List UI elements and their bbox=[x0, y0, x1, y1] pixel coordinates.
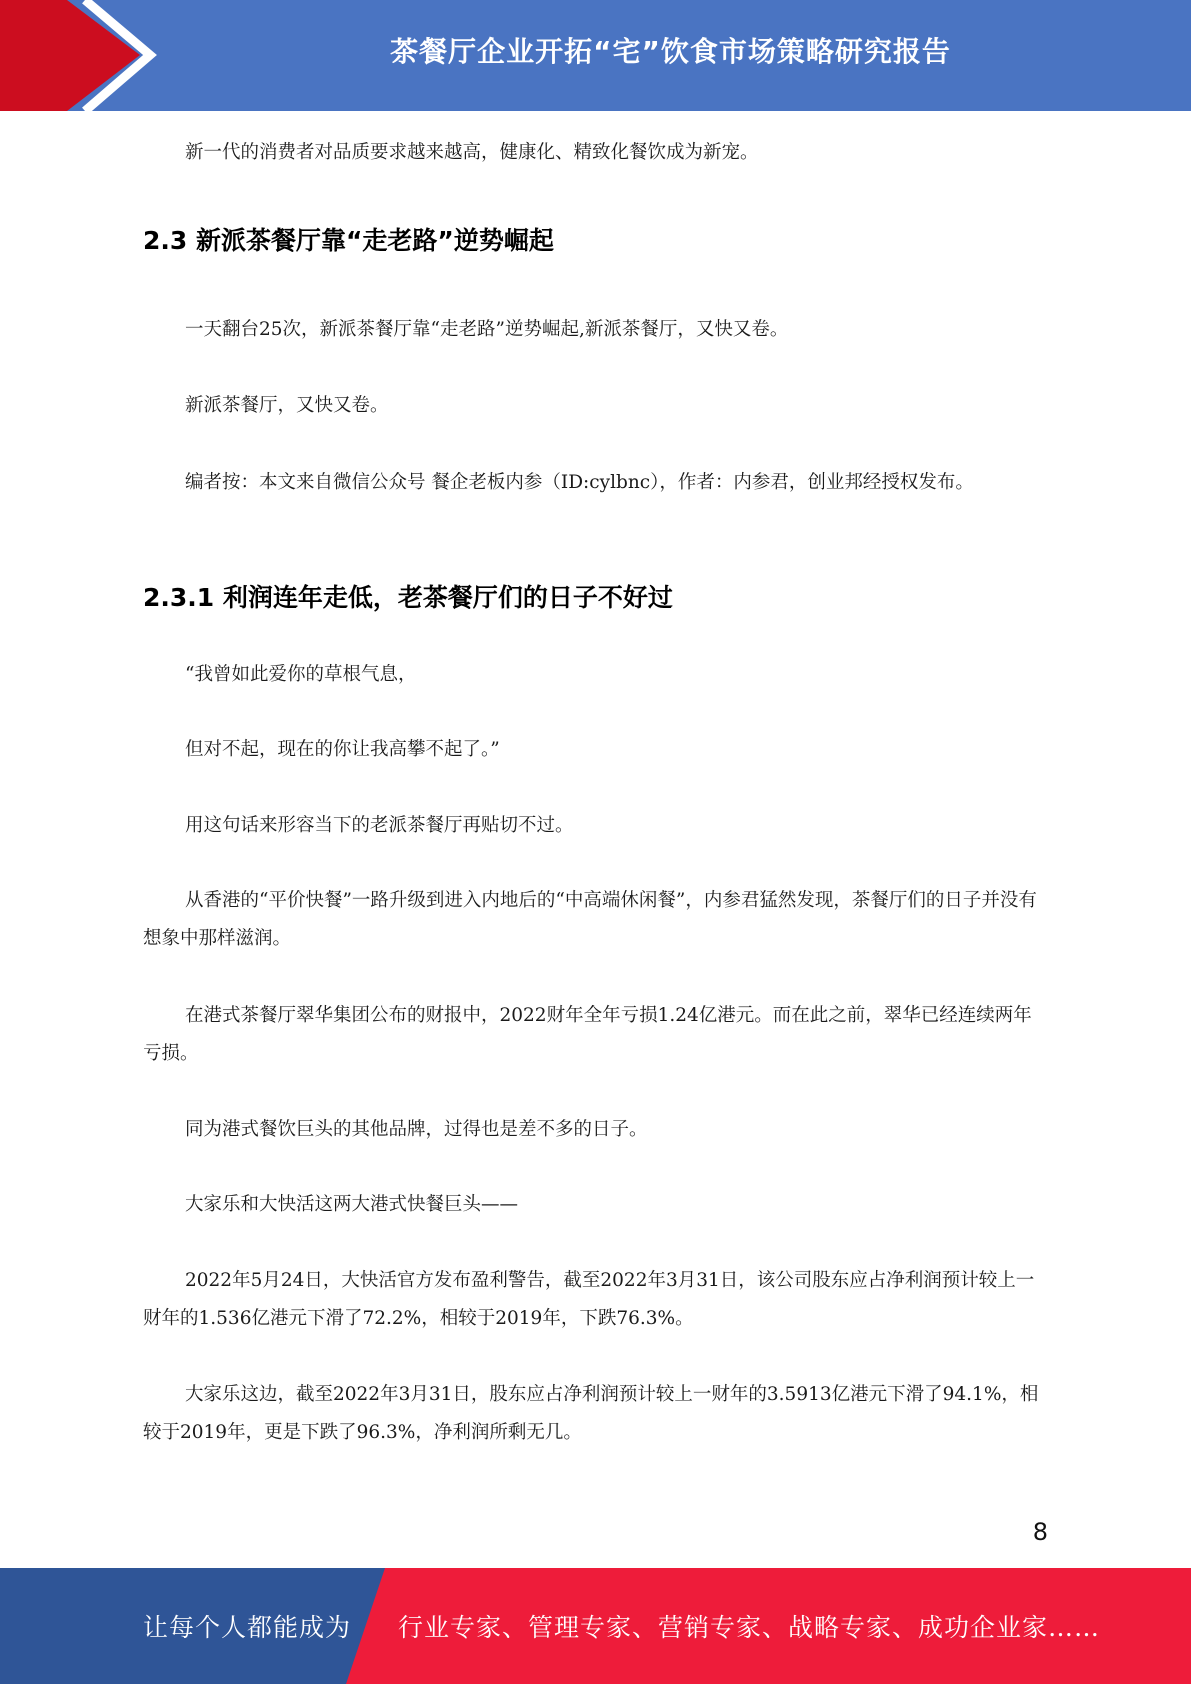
paragraph: 但对不起，现在的你让我高攀不起了。” bbox=[185, 739, 500, 760]
paragraph: 一天翻台25次，新派茶餐厅靠“走老路”逆势崛起,新派茶餐厅，又快又卷。 bbox=[185, 319, 789, 340]
section-heading-2-3: 2.3 新派茶餐厅靠“走老路”逆势崛起 bbox=[143, 226, 554, 255]
header-arrow-icon bbox=[0, 0, 160, 111]
header-title: 茶餐厅企业开拓“宅”饮食市场策略研究报告 bbox=[390, 35, 951, 68]
page-footer bbox=[0, 1568, 1191, 1684]
paragraph: 从香港的“平价快餐”一路升级到进入内地后的“中高端休闲餐”，内参君猛然发现，茶餐厅们的日子并没有想象中那样滋润。 bbox=[143, 890, 1037, 949]
paragraph-intro: 新一代的消费者对品质要求越来越高，健康化、精致化餐饮成为新宠。 bbox=[185, 142, 759, 163]
footer-slogan-right: 行业专家、管理专家、营销专家、战略专家、成功企业家…… bbox=[398, 1613, 1101, 1642]
paragraph: 2022年5月24日，大快活官方发布盈利警告，截至2022年3月31日，该公司股东应占净利润预计较上一财年的1.536亿港元下滑了72.2%，相较于2019年，下跌76.3%。 bbox=[143, 1270, 1035, 1329]
paragraph: 大家乐这边，截至2022年3月31日，股东应占净利润预计较上一财年的3.5913亿港元下滑了94.1%，相较于2019年，更是下跌了96.3%，净利润所剩无几。 bbox=[143, 1384, 1039, 1443]
paragraph: 新派茶餐厅，又快又卷。 bbox=[185, 395, 389, 416]
paragraph: 编者按：本文来自微信公众号 餐企老板内参（ID:cylbnc），作者：内参君，创业邦经授权发布。 bbox=[185, 472, 974, 493]
page-number: 8 bbox=[1032, 1518, 1048, 1546]
paragraph: 在港式茶餐厅翠华集团公布的财报中，2022财年全年亏损1.24亿港元。而在此之前，翠华已经连续两年亏损。 bbox=[143, 1005, 1032, 1064]
paragraph: 大家乐和大快活这两大港式快餐巨头—— bbox=[185, 1194, 519, 1215]
footer-slogan-left: 让每个人都能成为 bbox=[143, 1613, 352, 1642]
section-heading-2-3-1: 2.3.1 利润连年走低，老茶餐厅们的日子不好过 bbox=[143, 583, 673, 612]
paragraph: 同为港式餐饮巨头的其他品牌，过得也是差不多的日子。 bbox=[185, 1119, 648, 1140]
page-header bbox=[0, 0, 1191, 111]
paragraph: “我曾如此爱你的草根气息， bbox=[185, 664, 417, 685]
paragraph: 用这句话来形容当下的老派茶餐厅再贴切不过。 bbox=[185, 815, 574, 836]
